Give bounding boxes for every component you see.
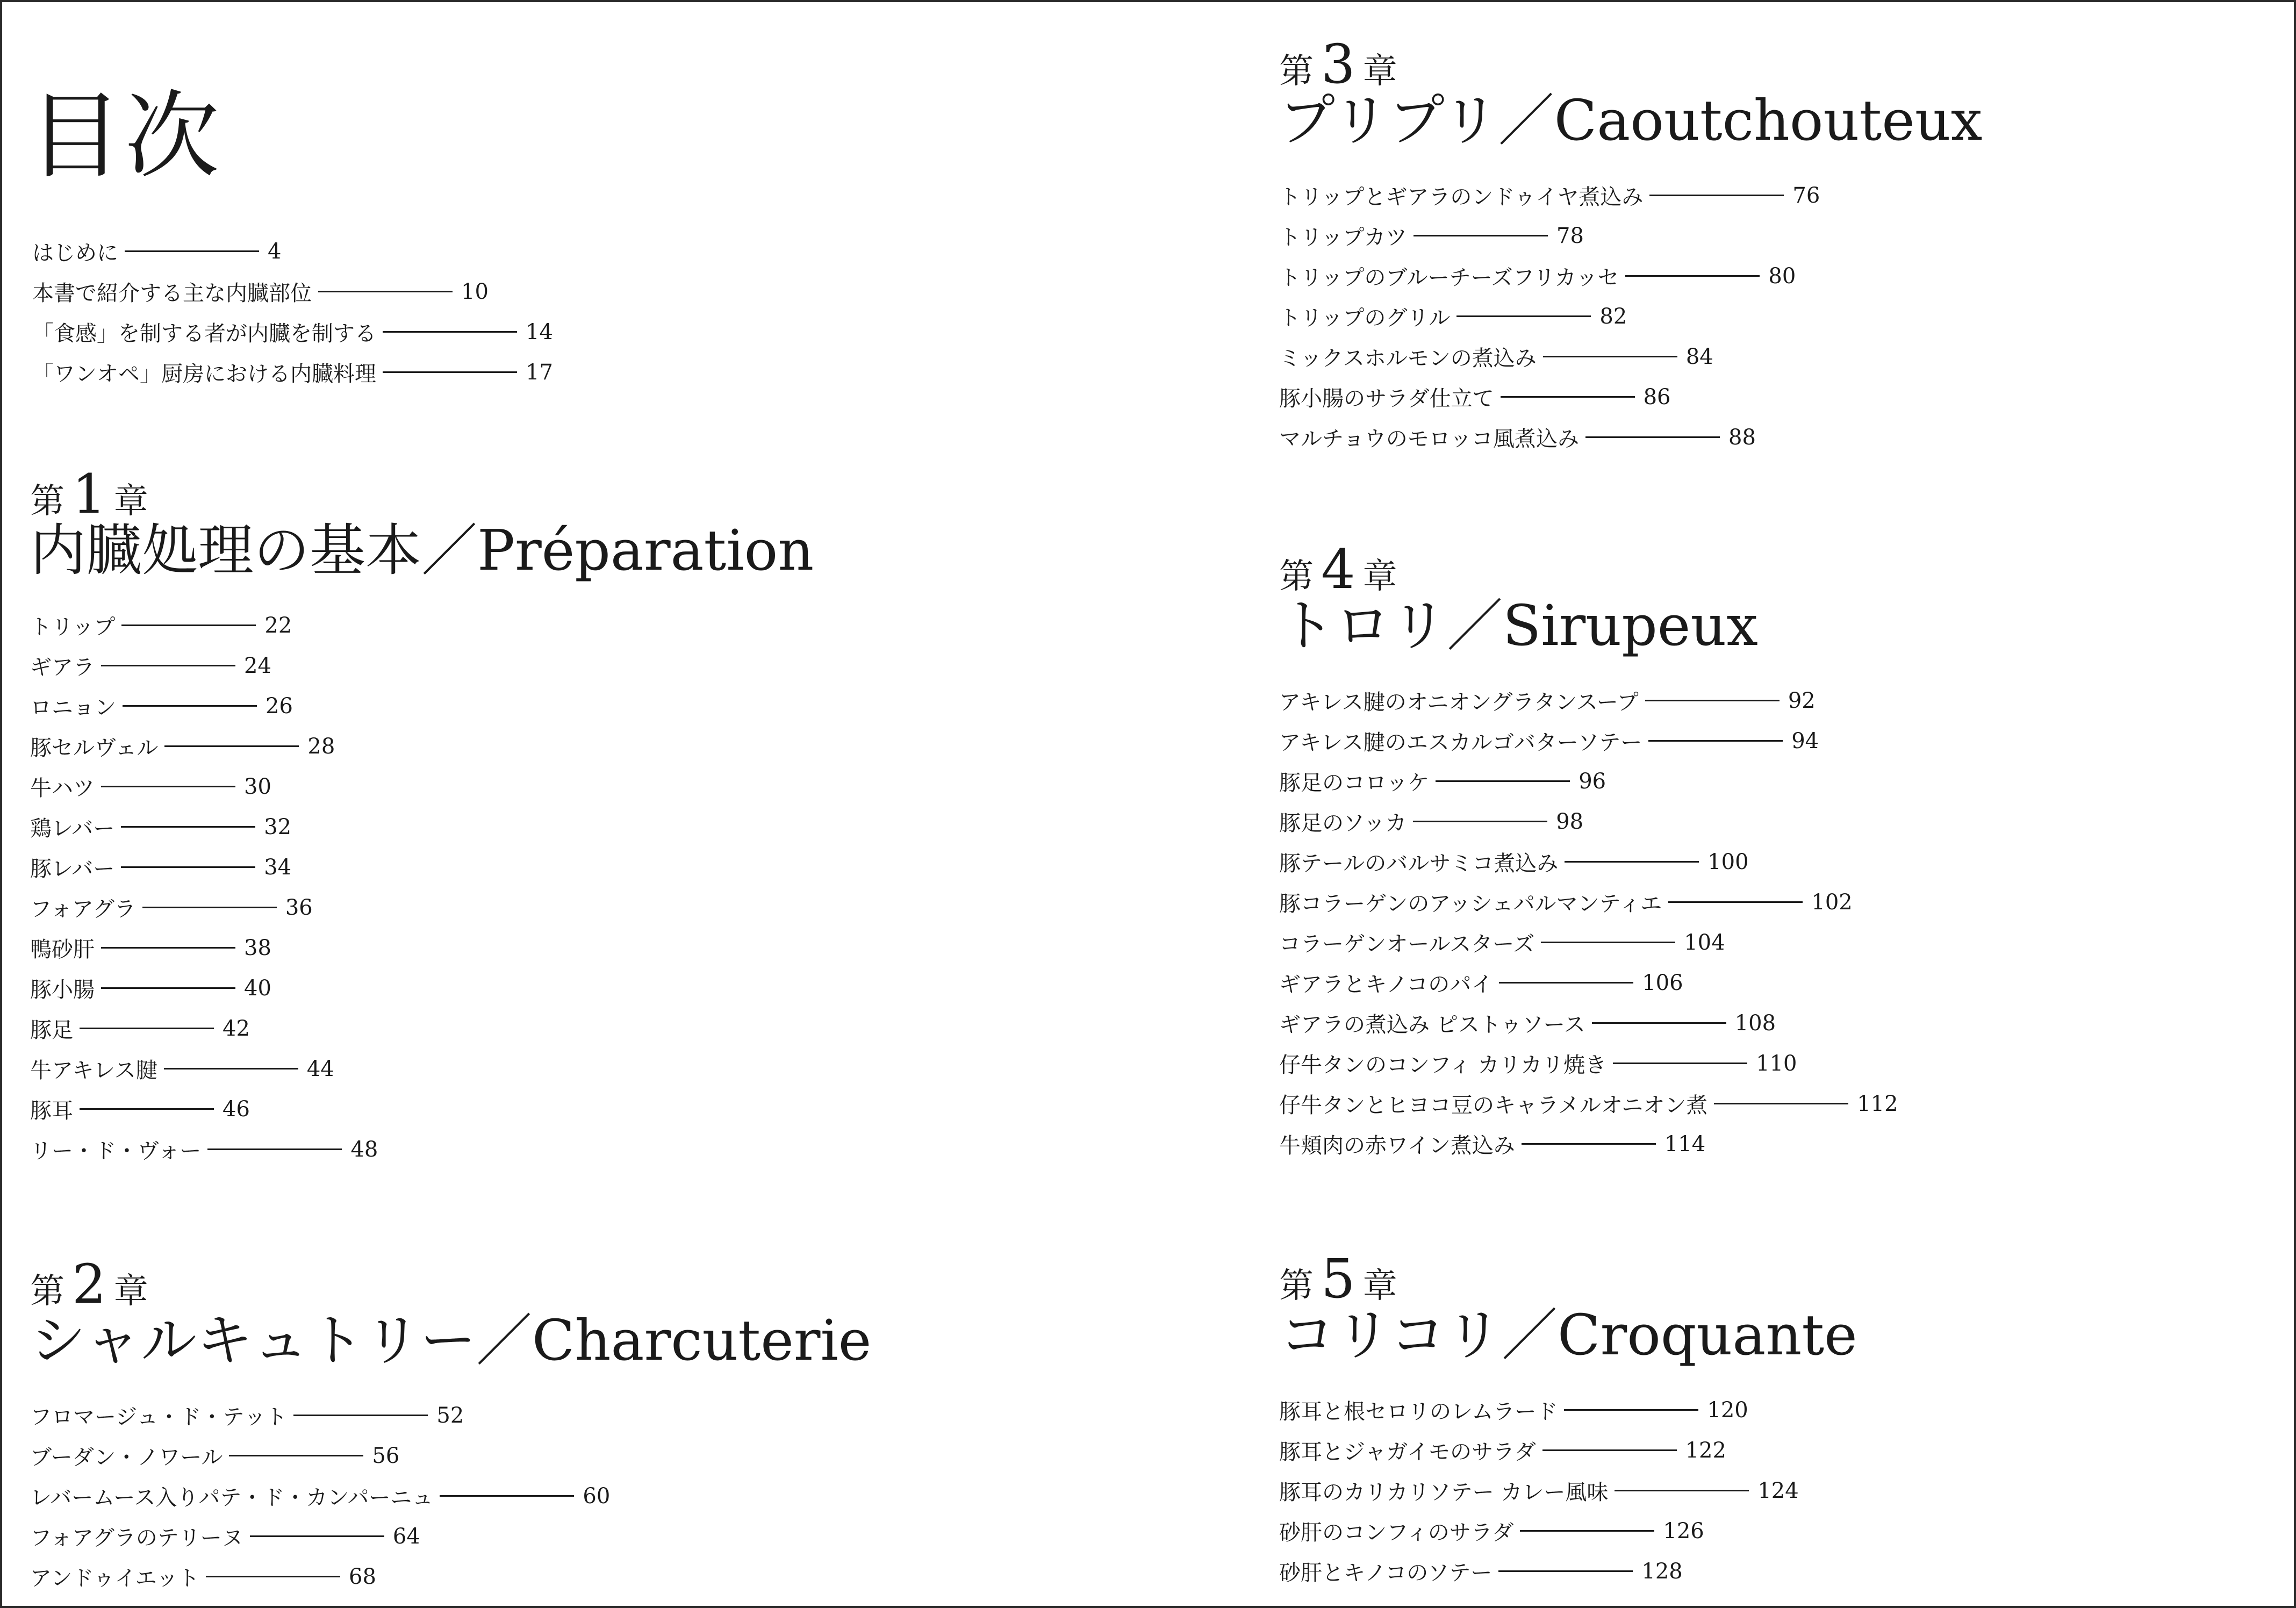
entry-page: 114 — [1664, 1131, 1706, 1157]
entry-page: 68 — [349, 1564, 376, 1589]
chapter-prefix: 第 — [1279, 52, 1314, 91]
entry-label: 牛頬肉の赤ワイン煮込み — [1279, 1133, 1515, 1158]
page-title: 目次 — [28, 81, 222, 191]
entry-label: 本書で紹介する主な内臓部位 — [32, 281, 312, 306]
entry-page: 38 — [244, 935, 271, 960]
toc-entry[interactable] — [30, 1516, 871, 1556]
entry-label: ギアラ — [30, 655, 95, 680]
leader-line — [121, 866, 255, 868]
entry-label: 豚足のソッカ — [1279, 811, 1407, 836]
leader-line — [164, 1068, 298, 1069]
entry-page: 60 — [583, 1483, 611, 1509]
entry-label: 豚耳と根セロリのレムラード — [1279, 1399, 1558, 1424]
chapter-suffix: 章 — [1362, 52, 1397, 91]
leader-line — [206, 1576, 340, 1577]
leader-line — [164, 745, 299, 747]
entry-label: 豚耳とジャガイモのサラダ — [1279, 1440, 1536, 1465]
leader-line — [1520, 1530, 1654, 1532]
toc-entry[interactable] — [1279, 1043, 1898, 1083]
toc-entry[interactable] — [1279, 1390, 1857, 1430]
entry-label: 牛ハツ — [30, 776, 95, 801]
entry-label: 豚耳のカリカリソテー カレー風味 — [1279, 1480, 1609, 1505]
entry-list — [1279, 680, 1898, 1164]
leader-line — [1498, 1570, 1633, 1572]
chapter-suffix: 章 — [1362, 557, 1397, 597]
entry-page: 84 — [1685, 344, 1713, 369]
entry-page: 94 — [1791, 728, 1819, 753]
toc-entry[interactable] — [30, 807, 814, 847]
leader-line — [1615, 1490, 1749, 1491]
leader-line — [318, 291, 453, 292]
chapter-label — [1279, 538, 1898, 601]
entry-page: 126 — [1663, 1518, 1704, 1544]
chapter-suffix: 章 — [113, 1272, 148, 1311]
chapter-prefix: 第 — [30, 482, 64, 521]
toc-entry[interactable] — [1279, 336, 1982, 377]
leader-line — [1543, 356, 1677, 357]
entry-label: リー・ド・ヴォー — [30, 1139, 202, 1164]
entry-label: 「食感」を制する者が内臓を制する — [32, 321, 376, 346]
entry-page: 64 — [392, 1524, 420, 1549]
chapter-title: シャルキュトリー／Charcuterie — [30, 1308, 872, 1373]
entry-label: 砂肝とキノコのソテー — [1279, 1561, 1493, 1585]
entry-label: トリップカツ — [1279, 225, 1407, 250]
entry-page: 48 — [350, 1137, 378, 1162]
leader-line — [1542, 1449, 1677, 1451]
entry-list — [1279, 1390, 1857, 1591]
chapter-number: 3 — [1321, 33, 1355, 96]
chapter-label — [30, 1253, 871, 1316]
leader-line — [383, 371, 517, 373]
toc-entry[interactable] — [1279, 1551, 1857, 1591]
chapter-suffix: 章 — [1362, 1266, 1397, 1306]
leader-line — [293, 1415, 428, 1416]
toc-entry[interactable] — [30, 887, 814, 928]
chapter-prefix: 第 — [30, 1272, 64, 1311]
toc-entry[interactable] — [1279, 680, 1898, 721]
leader-line — [80, 1028, 214, 1029]
leader-line — [1456, 315, 1591, 317]
leader-line — [1499, 982, 1633, 984]
entry-label: ギアラとキノコのパイ — [1279, 972, 1493, 997]
entry-page: 46 — [223, 1096, 250, 1122]
toc-entry[interactable] — [30, 726, 814, 766]
entry-label: 豚足のコロッケ — [1279, 771, 1430, 795]
entry-label: アンドゥイエット — [30, 1566, 199, 1591]
entry-label: 「ワンオペ」厨房における内臓料理 — [32, 362, 376, 386]
chapter-number: 1 — [72, 463, 106, 526]
entry-page: 34 — [264, 855, 292, 880]
leader-line — [125, 250, 259, 252]
leader-line — [1585, 436, 1720, 438]
toc-entry[interactable] — [30, 1435, 871, 1476]
toc-entry[interactable] — [30, 686, 814, 726]
chapter-3 — [1279, 33, 1983, 457]
entry-page: 42 — [223, 1016, 250, 1041]
leader-line — [121, 624, 256, 626]
entry-label: 豚小腸 — [30, 978, 95, 1002]
entry-label: 豚耳 — [30, 1099, 73, 1123]
leader-line — [101, 665, 235, 666]
chapter-title: プリプリ／Caoutchouteux — [1279, 88, 1983, 153]
leader-line — [1436, 780, 1570, 782]
chapter-2 — [30, 1253, 872, 1597]
entry-label: トリップとギアラのンドゥイヤ煮込み — [1279, 185, 1644, 210]
entry-page: 124 — [1757, 1478, 1799, 1503]
entry-page: 52 — [436, 1403, 464, 1428]
chapter-prefix: 第 — [1279, 557, 1314, 597]
leader-line — [1565, 861, 1699, 863]
leader-line — [142, 907, 277, 908]
leader-line — [1668, 901, 1803, 903]
entry-page: 88 — [1728, 425, 1756, 450]
entry-page: 110 — [1756, 1051, 1797, 1076]
entry-label: ロニョン — [30, 695, 116, 720]
toc-entry[interactable] — [1279, 1124, 1898, 1164]
leader-line — [1625, 275, 1760, 277]
leader-line — [1649, 195, 1784, 196]
intro-section — [32, 231, 553, 392]
entry-label: 砂肝のコンフィのサラダ — [1279, 1520, 1514, 1545]
entry-page: 56 — [372, 1443, 400, 1468]
entry-label: 豚セルヴェル — [30, 736, 159, 760]
entry-page: 104 — [1684, 930, 1725, 955]
entry-list — [30, 605, 814, 1169]
entry-label: アキレス腱のオニオングラタンスープ — [1279, 690, 1639, 715]
toc-entry[interactable] — [1279, 1470, 1857, 1511]
toc-entry[interactable] — [1279, 882, 1898, 922]
toc-entry[interactable] — [1279, 1511, 1857, 1551]
toc-entry[interactable] — [30, 1089, 814, 1129]
leader-line — [1541, 942, 1675, 943]
entry-list — [1279, 175, 1982, 457]
entry-label: はじめに — [32, 241, 118, 265]
toc-entry[interactable] — [30, 1476, 871, 1516]
entry-label: 仔牛タンのコンフィ カリカリ焼き — [1279, 1053, 1607, 1078]
entry-label: 豚小腸のサラダ仕立て — [1279, 386, 1494, 411]
entry-label: 鶏レバー — [30, 816, 115, 841]
chapter-number: 4 — [1321, 538, 1355, 601]
leader-line — [440, 1495, 574, 1497]
entry-page: 4 — [268, 239, 282, 264]
entry-page: 44 — [306, 1056, 334, 1081]
leader-line — [101, 786, 235, 787]
entry-label: 豚テールのバルサミコ煮込み — [1279, 851, 1559, 876]
toc-entry[interactable] — [1279, 1003, 1898, 1043]
entry-page: 82 — [1599, 304, 1627, 329]
toc-entry[interactable] — [30, 1049, 814, 1089]
entry-label: フロマージュ・ド・テット — [30, 1405, 288, 1430]
toc-entry[interactable] — [32, 231, 553, 271]
chapter-title: 内臓処理の基本／Préparation — [30, 518, 814, 583]
leader-line — [250, 1535, 384, 1537]
entry-label: 仔牛タンとヒヨコ豆のキャラメルオニオン煮 — [1279, 1093, 1708, 1118]
entry-page: 80 — [1768, 263, 1796, 289]
toc-entry[interactable] — [1279, 761, 1898, 801]
entry-label: コラーゲンオールスターズ — [1279, 932, 1535, 957]
leader-line — [101, 947, 235, 949]
entry-page: 32 — [264, 814, 292, 839]
chapter-5 — [1279, 1247, 1857, 1591]
entry-page: 108 — [1734, 1010, 1776, 1036]
leader-line — [1522, 1143, 1656, 1145]
toc-entry[interactable] — [30, 766, 814, 807]
entry-page: 28 — [307, 734, 335, 759]
entry-page: 36 — [285, 895, 313, 920]
leader-line — [1413, 821, 1547, 822]
chapter-label — [1279, 1247, 1857, 1310]
entry-label: フォアグラのテリーヌ — [30, 1526, 243, 1550]
leader-line — [121, 826, 255, 828]
toc-entry[interactable] — [1279, 842, 1898, 882]
leader-line — [1648, 740, 1783, 742]
leader-line — [1714, 1103, 1848, 1104]
toc-entry[interactable] — [30, 1556, 871, 1597]
toc-entry[interactable] — [30, 1395, 871, 1435]
chapter-prefix: 第 — [1279, 1266, 1314, 1306]
chapter-title: トロリ／Sirupeux — [1279, 593, 1758, 658]
chapter-1 — [30, 463, 814, 1169]
entry-page: 10 — [461, 279, 489, 304]
entry-label: トリップ — [30, 615, 116, 640]
entry-page: 120 — [1707, 1397, 1748, 1423]
toc-entry[interactable] — [1279, 801, 1898, 842]
entry-page: 96 — [1578, 769, 1606, 794]
entry-page: 106 — [1642, 970, 1683, 995]
toc-entry[interactable] — [1279, 963, 1898, 1003]
entry-list — [30, 1395, 871, 1597]
toc-entry[interactable] — [30, 1008, 814, 1049]
entry-label: 豚レバー — [30, 857, 115, 881]
toc-entry[interactable] — [1279, 721, 1898, 761]
chapter-title: コリコリ／Croquante — [1279, 1302, 1857, 1368]
entry-label: レバームース入りパテ・ド・カンパーニュ — [30, 1485, 434, 1510]
entry-label: 豚コラーゲンのアッシェパルマンティエ — [1279, 892, 1662, 916]
entry-page: 30 — [244, 774, 271, 799]
toc-entry[interactable] — [1279, 922, 1898, 963]
toc-entry[interactable] — [32, 271, 553, 312]
entry-page: 98 — [1556, 809, 1584, 834]
entry-page: 14 — [526, 319, 553, 344]
leader-line — [123, 705, 257, 707]
toc-entry[interactable] — [1279, 417, 1982, 457]
toc-entry[interactable] — [1279, 216, 1982, 256]
leader-line — [1414, 235, 1548, 236]
toc-entry[interactable] — [32, 352, 553, 392]
entry-label: ミックスホルモンの煮込み — [1279, 346, 1537, 371]
entry-page: 112 — [1857, 1091, 1898, 1116]
leader-line — [229, 1455, 363, 1456]
entry-page: 76 — [1792, 183, 1820, 208]
chapter-number: 2 — [72, 1253, 106, 1316]
entry-page: 17 — [526, 360, 553, 385]
toc-entry[interactable] — [1279, 296, 1982, 336]
leader-line — [1501, 396, 1635, 398]
toc-entry[interactable] — [1279, 175, 1982, 216]
toc-entry[interactable] — [30, 1129, 814, 1169]
leader-line — [80, 1108, 214, 1110]
entry-label: 牛アキレス腱 — [30, 1058, 157, 1083]
toc-entry[interactable] — [1279, 1083, 1898, 1124]
entry-page: 92 — [1788, 688, 1816, 713]
entry-page: 26 — [266, 693, 293, 719]
chapter-label — [30, 463, 814, 526]
entry-page: 100 — [1707, 849, 1749, 874]
toc-entry[interactable] — [30, 847, 814, 887]
toc-entry[interactable] — [1279, 377, 1982, 417]
leader-line — [1613, 1063, 1747, 1064]
entry-page: 102 — [1811, 889, 1853, 915]
leader-line — [1592, 1022, 1726, 1024]
entry-label: トリップのブルーチーズフリカッセ — [1279, 265, 1619, 290]
entry-label: 鴨砂肝 — [30, 937, 95, 962]
leader-line — [1645, 700, 1780, 701]
entry-page: 128 — [1641, 1559, 1683, 1584]
entry-label: ブーダン・ノワール — [30, 1445, 223, 1470]
chapter-number: 5 — [1321, 1247, 1355, 1310]
entry-label: マルチョウのモロッコ風煮込み — [1279, 427, 1579, 451]
entry-page: 86 — [1643, 384, 1671, 410]
chapter-4 — [1279, 538, 1898, 1164]
chapter-label — [1279, 33, 1982, 96]
toc-entry[interactable] — [30, 928, 814, 968]
entry-label: ギアラの煮込み ピストゥソース — [1279, 1013, 1585, 1037]
toc-entry[interactable] — [30, 968, 814, 1008]
entry-label: トリップのグリル — [1279, 306, 1451, 331]
leader-line — [1564, 1409, 1698, 1411]
entry-page: 40 — [244, 975, 271, 1001]
entry-label: アキレス腱のエスカルゴバターソテー — [1279, 730, 1642, 755]
leader-line — [383, 331, 517, 333]
toc-entry[interactable] — [1279, 1430, 1857, 1470]
leader-line — [207, 1148, 342, 1150]
chapter-suffix: 章 — [113, 482, 148, 521]
entry-page: 24 — [244, 653, 271, 678]
entry-page: 78 — [1556, 223, 1584, 248]
leader-line — [101, 987, 235, 989]
toc-entry[interactable] — [32, 312, 553, 352]
entry-label: フォアグラ — [30, 897, 136, 922]
toc-entry[interactable] — [30, 645, 814, 686]
toc-entry[interactable] — [30, 605, 814, 645]
entry-page: 122 — [1685, 1438, 1726, 1463]
entry-page: 22 — [264, 613, 292, 638]
toc-entry[interactable] — [1279, 256, 1982, 296]
entry-label: 豚足 — [30, 1018, 73, 1043]
